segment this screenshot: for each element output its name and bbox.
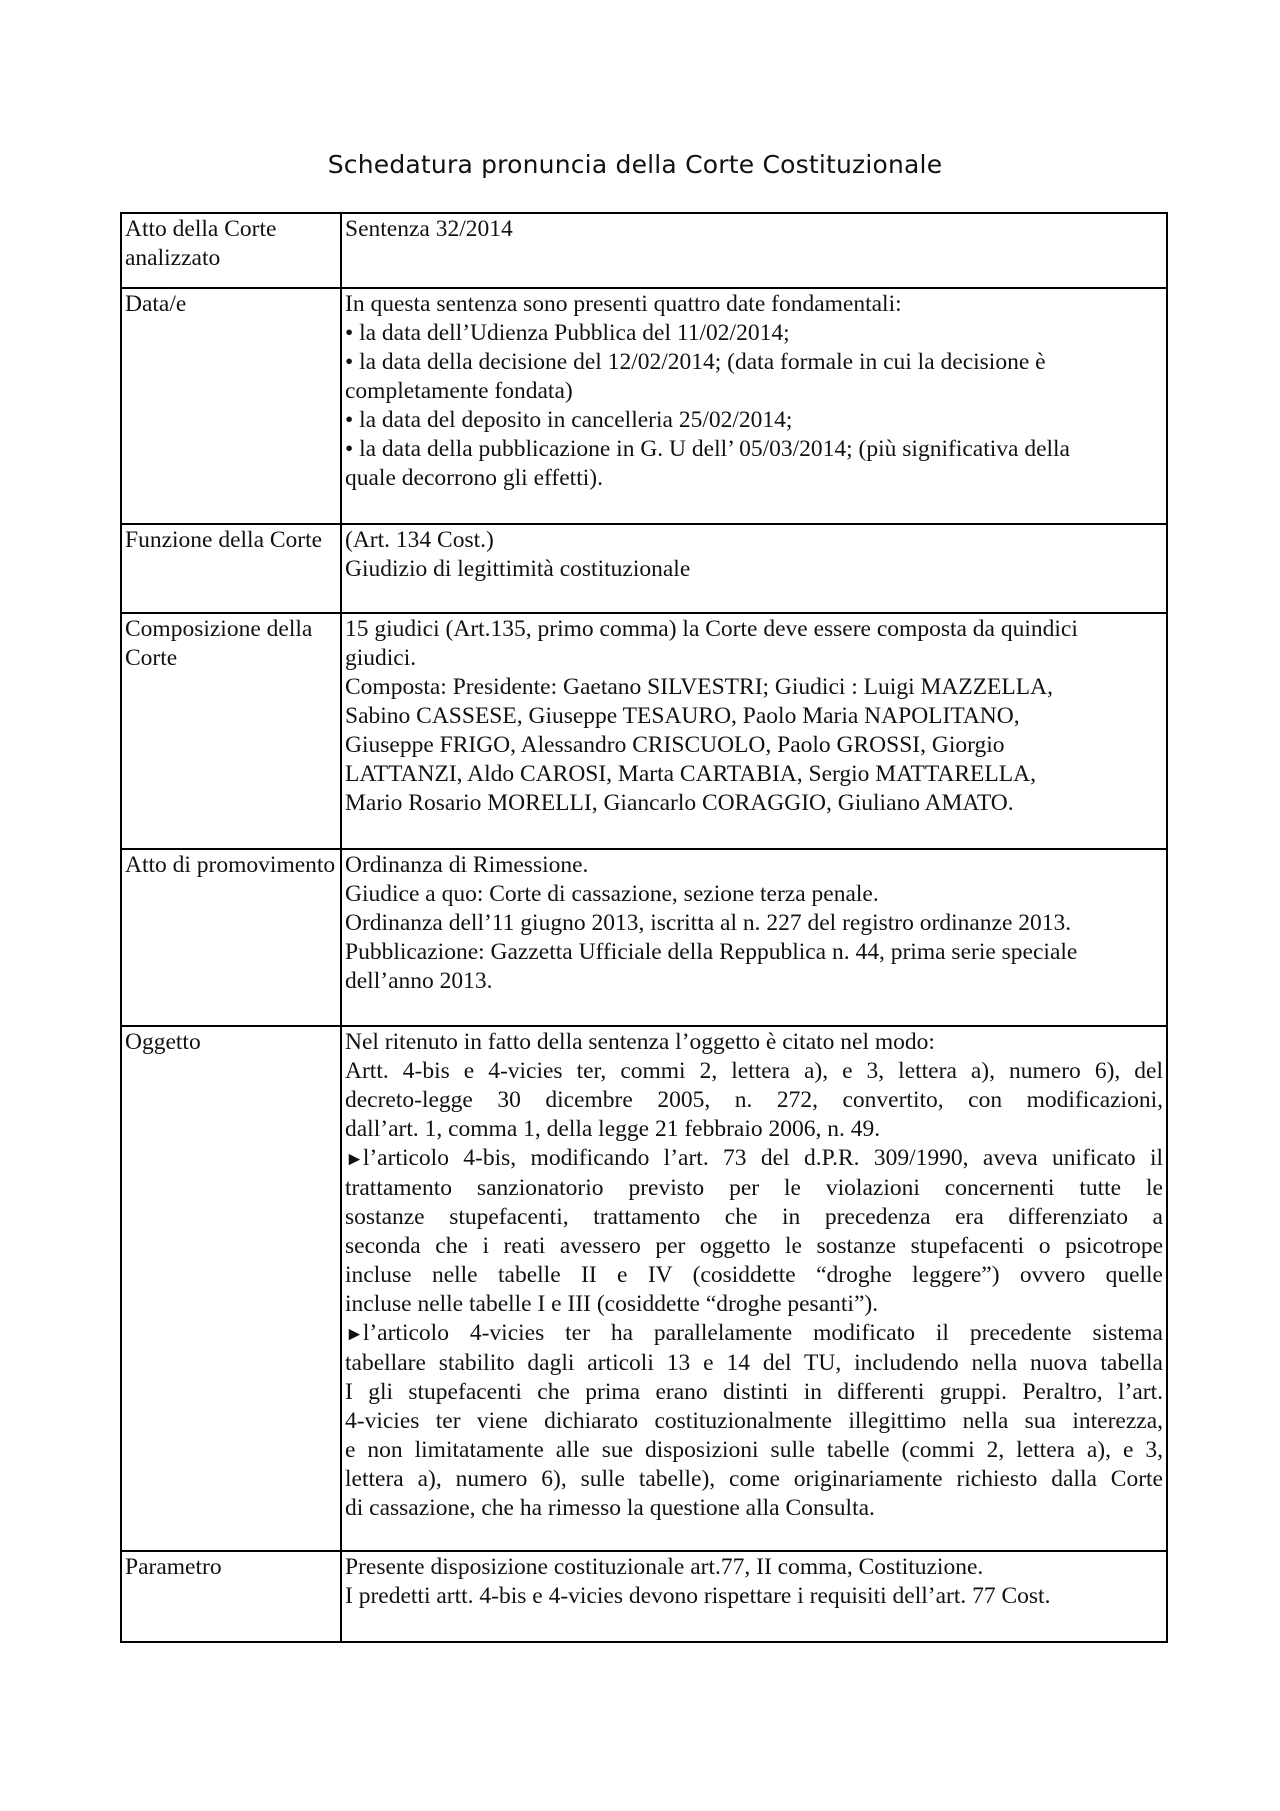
row-label: Data/e [125, 291, 187, 317]
content-line: Composta: Presidente: Gaetano SILVESTRI; Giudici : Luigi MAZZELLA, [345, 674, 1053, 700]
row-label: Parametro [125, 1554, 222, 1580]
row-content-cell [341, 288, 1167, 524]
content-line: incluse nelle tabelle I e III (cosiddette “droghe pesanti”). [345, 1291, 879, 1317]
content-line: Ordinanza dell’11 giugno 2013, iscritta al n. 227 del registro ordinanze 2013. [345, 910, 1072, 936]
content-line: quale decorrono gli effetti). [345, 465, 603, 491]
row-label-cell [121, 524, 341, 613]
table-row [121, 1551, 1167, 1642]
row-label: Atto di promovimento [125, 852, 336, 878]
row-label: Composizione della Corte [125, 616, 313, 671]
content-line: • la data della decisione del 12/02/2014; (data formale in cui la decisione è [345, 349, 1046, 375]
content-line: Mario Rosario MORELLI, Giancarlo CORAGGIO, Giuliano AMATO. [345, 790, 1014, 816]
arrow-bullet-icon: ► [345, 1324, 363, 1345]
object-paragraph [345, 1057, 1163, 1144]
content-line [345, 1319, 1163, 1349]
content-line: Ordinanza di Rimessione. [345, 852, 589, 878]
row-content-cell [341, 524, 1167, 613]
content-line: Giudice a quo: Corte di cassazione, sezione terza penale. [345, 881, 879, 907]
content-line: Sabino CASSESE, Giuseppe TESAURO, Paolo Maria NAPOLITANO, [345, 703, 1020, 729]
content-line: In questa sentenza sono presenti quattro date fondamentali: [345, 291, 902, 317]
content-line: Presente disposizione costituzionale art.77, II comma, Costituzione. [345, 1554, 984, 1580]
object-paragraph [345, 1144, 1163, 1319]
content-line: Giuseppe FRIGO, Alessandro CRISCUOLO, Paolo GROSSI, Giorgio [345, 732, 1005, 758]
content-line: 4-vicies ter viene dichiarato costituzionalmente illegittimo nella sua interezza, [345, 1408, 1163, 1434]
row-content-cell [341, 213, 1167, 288]
content-line: • la data dell’Udienza Pubblica del 11/02/2014; [345, 320, 790, 346]
sentence-record-table [120, 212, 1168, 1643]
row-label-cell [121, 213, 341, 288]
row-label-cell [121, 1551, 341, 1642]
content-line: • la data del deposito in cancelleria 25/02/2014; [345, 407, 793, 433]
content-line: 15 giudici (Art.135, primo comma) la Corte deve essere composta da quindici [345, 616, 1078, 642]
content-line: dall’art. 1, comma 1, della legge 21 febbraio 2006, n. 49. [345, 1116, 881, 1142]
table-row [121, 213, 1167, 288]
content-line: sostanze stupefacenti, trattamento che in precedenza era differenziato a [345, 1204, 1163, 1230]
arrow-bullet-icon: ► [345, 1149, 363, 1170]
row-label: Atto della Corte analizzato [125, 216, 277, 271]
content-line: completamente fondata) [345, 378, 573, 404]
content-line: giudici. [345, 645, 417, 671]
row-content-cell [341, 613, 1167, 849]
row-label-cell [121, 1026, 341, 1551]
content-line: Sentenza 32/2014 [345, 216, 513, 242]
row-content-cell [341, 1551, 1167, 1642]
content-line: I predetti artt. 4-bis e 4-vicies devono rispettare i requisiti dell’art. 77 Cost. [345, 1583, 1051, 1609]
table-row [121, 288, 1167, 524]
table-row [121, 849, 1167, 1026]
content-line: tabellare stabilito dagli articoli 13 e 14 del TU, includendo nella nuova tabella [345, 1350, 1163, 1376]
content-line: seconda che i reati avessero per oggetto le sostanze stupefacenti o psicotrope [345, 1233, 1163, 1259]
content-line: Pubblicazione: Gazzetta Ufficiale della Reppublica n. 44, prima serie speciale [345, 939, 1078, 965]
line-text: l’articolo 4-bis, modificando l’art. 73 del d.P.R. 309/1990, aveva unificato il [362, 1145, 1163, 1171]
table-row [121, 613, 1167, 849]
row-label-cell [121, 288, 341, 524]
content-line: • la data della pubblicazione in G. U dell’ 05/03/2014; (più significativa della [345, 436, 1070, 462]
content-line: LATTANZI, Aldo CAROSI, Marta CARTABIA, Sergio MATTARELLA, [345, 761, 1036, 787]
table-row [121, 1026, 1167, 1551]
table-row [121, 524, 1167, 613]
content-line: e non limitatamente alle sue disposizioni sulle tabelle (commi 2, lettera a), e 3, [345, 1437, 1163, 1463]
content-line: Artt. 4-bis e 4-vicies ter, commi 2, lettera a), e 3, lettera a), numero 6), del [345, 1058, 1163, 1084]
row-label-cell [121, 613, 341, 849]
row-label-cell [121, 849, 341, 1026]
row-label: Funzione della Corte [125, 527, 323, 553]
content-line: lettera a), numero 6), sulle tabelle), come originariamente richiesto dalla Corte [345, 1466, 1163, 1492]
line-text: l’articolo 4-vicies ter ha parallelamente modificato il precedente sistema [362, 1320, 1163, 1346]
row-label: Oggetto [125, 1029, 201, 1055]
content-line: Nel ritenuto in fatto della sentenza l’oggetto è citato nel modo: [345, 1029, 935, 1055]
content-line: Giudizio di legittimità costituzionale [345, 556, 691, 582]
content-line [345, 1144, 1163, 1174]
content-line: dell’anno 2013. [345, 968, 493, 994]
object-paragraph [345, 1319, 1163, 1523]
content-line: di cassazione, che ha rimesso la questione alla Consulta. [345, 1495, 875, 1521]
content-line: (Art. 134 Cost.) [345, 527, 494, 553]
content-line: I gli stupefacenti che prima erano distinti in differenti gruppi. Peraltro, l’art. [345, 1379, 1163, 1405]
document-title: Schedatura pronuncia della Corte Costituzionale [327, 150, 943, 179]
content-line: trattamento sanzionatorio previsto per le violazioni concernenti tutte le [345, 1175, 1163, 1201]
content-line: incluse nelle tabelle II e IV (cosiddette “droghe leggere”) ovvero quelle [345, 1262, 1163, 1288]
row-content-cell [341, 849, 1167, 1026]
content-line: decreto-legge 30 dicembre 2005, n. 272, convertito, con modificazioni, [345, 1087, 1163, 1113]
row-content-cell [341, 1026, 1167, 1551]
